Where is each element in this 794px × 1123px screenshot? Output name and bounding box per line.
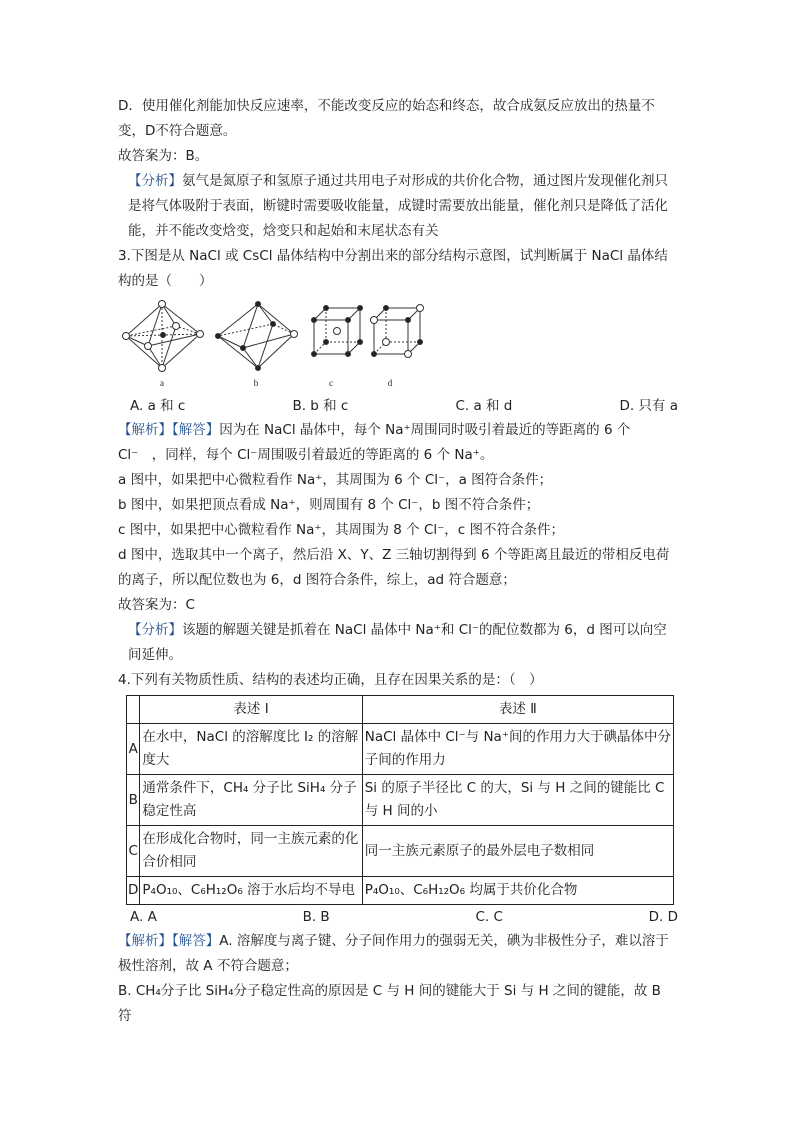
analysis-tag: 【分析】 [128, 622, 182, 638]
solution-q3-intro [118, 418, 678, 468]
question-4: 4.下列有关物质性质、结构的表述均正确，且存在因果关系的是：（ ） [118, 672, 543, 688]
document-page [118, 94, 678, 1029]
row-label: B [127, 775, 140, 826]
paragraph-d: D．使用催化剂能加快反应速率，不能改变反应的始态和终态，故合成氨反应放出的热量不变，D不符合题意。 [118, 98, 655, 139]
table-cell: P₄O₁₀、C₆H₁₂O₆ 均属于共价化合物 [362, 877, 673, 905]
q4-option-b[interactable]: B. B [302, 909, 330, 925]
diagram-d [371, 305, 424, 358]
diagram-b [216, 302, 298, 371]
q4-option-a[interactable]: A. A [130, 909, 157, 925]
table-row [127, 877, 674, 905]
analysis-q3 [118, 618, 678, 668]
solution-q4-b: B. CH₄分子比 SiH₄分子稳定性高的原因是 C 与 H 间的键能大于 Si 与 H 之间的键能，故 B 符 [118, 983, 661, 1024]
row-label: C [127, 826, 140, 877]
solution-q3-b: b 图中，如果把顶点看成 Na⁺，则周围有 8 个 Cl⁻，b 图不符合条件； [118, 497, 540, 513]
q3-option-c[interactable]: C. a 和 d [455, 398, 513, 414]
table-header-1: 表述 I [140, 696, 362, 724]
table-cell: Si 的原子半径比 C 的大，Si 与 H 之间的键能比 C 与 H 间的小 [362, 775, 673, 826]
answer-q3: 故答案为：C [118, 597, 195, 613]
table-cell: 在水中，NaCl 的溶解度比 I₂ 的溶解度大 [140, 724, 362, 775]
analysis-q2 [118, 169, 678, 244]
row-label: D [127, 877, 140, 905]
solution-q3-a: a 图中，如果把中心微粒看作 Na⁺，其周围为 6 个 Cl⁻，a 图符合条件； [118, 472, 553, 488]
table-cell: 同一主族元素原子的最外层电子数相同 [362, 826, 673, 877]
q4-table [126, 695, 674, 905]
q4-options [118, 905, 678, 929]
q3-option-a[interactable]: A. a 和 c [130, 398, 186, 414]
diagram-c [312, 306, 363, 357]
table-cell: NaCl 晶体中 Cl⁻与 Na⁺间的作用力大于碘晶体中分子间的作用力 [362, 724, 673, 775]
question-3: 3.下图是从 NaCl 或 CsCl 晶体结构中分割出来的部分结构示意图，试判断属于 NaCl 晶体结构的是（ ） [118, 248, 668, 289]
label-b: b [253, 378, 259, 388]
solution-tag: 【解析】【解答】 [118, 933, 220, 949]
solution-q4-a [118, 929, 678, 979]
q3-options [118, 394, 678, 418]
solution-q3-c: c 图中，如果把中心微粒看作 Na⁺，其周围为 8 个 Cl⁻，c 图不符合条件； [118, 522, 564, 538]
solution-text: 因为在 NaCl 晶体中，每个 Na⁺周围同时吸引着最近的等距离的 6 个 Cl⁻ ，同样，每个 Cl⁻周围吸引着最近的等距离的 6 个 Na⁺。 [118, 422, 631, 463]
table-row [127, 775, 674, 826]
crystal-structures-figure [118, 300, 438, 392]
analysis-tag: 【分析】 [128, 173, 182, 189]
label-a: a [160, 378, 164, 388]
solution-q3-d: d 图中，选取其中一个离子，然后沿 X、Y、Z 三轴切割得到 6 个等距离且最近的带相反电荷的离子，所以配位数也为 6，d 图符合条件，综上，ad 符合题意； [118, 547, 670, 588]
label-d: d [387, 378, 393, 388]
solution-text: A. 溶解度与离子键、分子间作用力的强弱无关，碘为非极性分子，难以溶于极性溶剂，故 A 不符合题意； [118, 933, 669, 974]
diagram-a [123, 301, 204, 372]
solution-tag: 【解析】【解答】 [118, 422, 220, 438]
analysis-text: 该题的解题关键是抓着在 NaCl 晶体中 Na⁺和 Cl⁻的配位数都为 6，d 图可以向空间延伸。 [128, 622, 667, 663]
table-row [127, 724, 674, 775]
analysis-text: 氨气是氮原子和氢原子通过共用电子对形成的共价化合物，通过图片发现催化剂只是将气体吸附于表面，断键时需要吸收能量，成键时需要放出能量，催化剂只是降低了活化能，并不能改变焓变，焓变只和起始和末尾状态有关 [128, 173, 668, 239]
table-cell: 在形成化合物时，同一主族元素的化合价相同 [140, 826, 362, 877]
table-cell: 通常条件下，CH₄ 分子比 SiH₄ 分子稳定性高 [140, 775, 362, 826]
q4-option-d[interactable]: D. D [648, 909, 678, 925]
row-label: A [127, 724, 140, 775]
table-header-2: 表述 Ⅱ [362, 696, 673, 724]
crystal-diagrams [118, 300, 678, 392]
answer-q2: 故答案为：B。 [118, 148, 209, 164]
table-cell: P₄O₁₀、C₆H₁₂O₆ 溶于水后均不导电 [140, 877, 362, 905]
q3-option-d[interactable]: D. 只有 a [619, 398, 678, 414]
q3-option-b[interactable]: B. b 和 c [292, 398, 349, 414]
table-row [127, 826, 674, 877]
label-c: c [329, 378, 333, 388]
q4-option-c[interactable]: C. C [475, 909, 503, 925]
table-header-row [127, 696, 674, 724]
